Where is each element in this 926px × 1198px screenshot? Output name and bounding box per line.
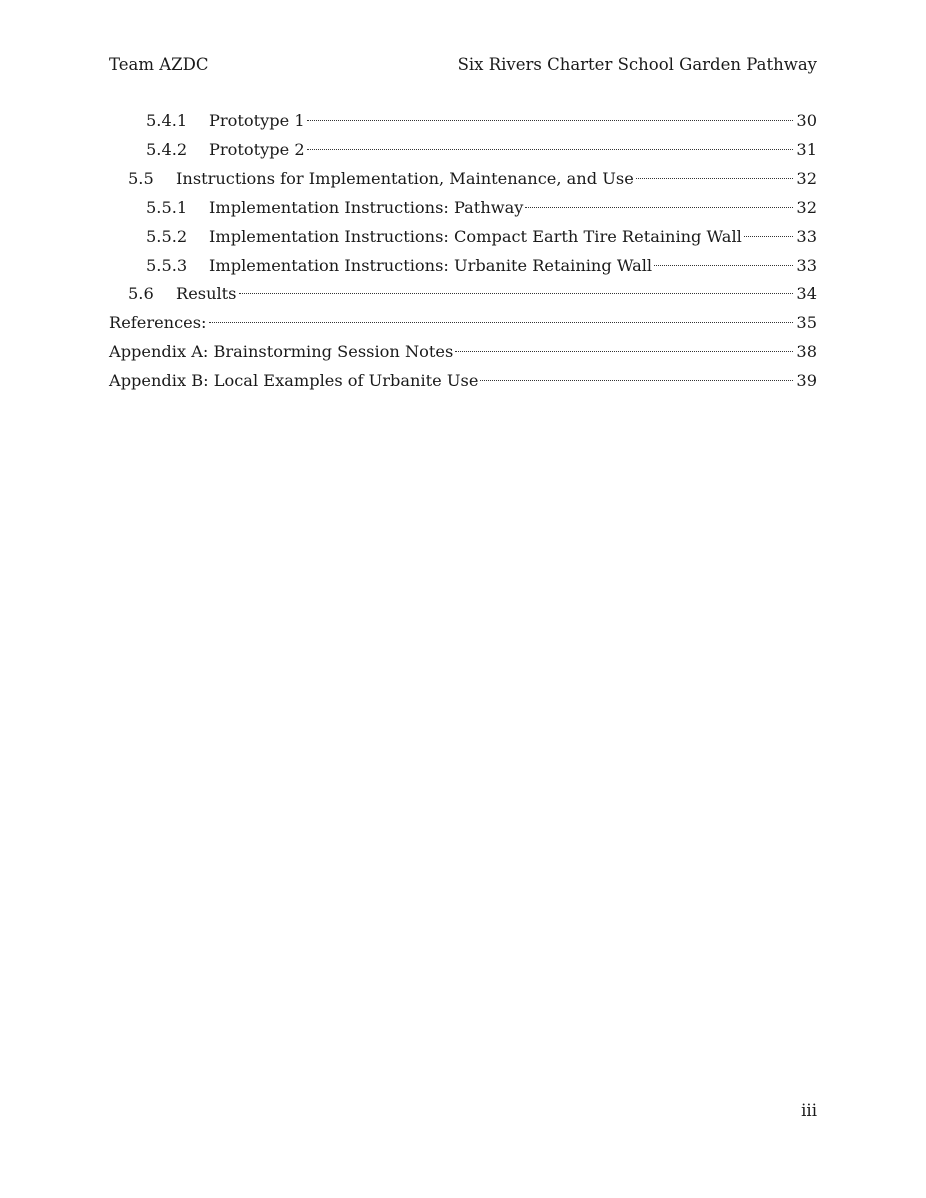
toc-entry-title: Prototype 1 (209, 111, 305, 130)
toc-entry-page: 32 (796, 169, 817, 188)
toc-entry-title: Implementation Instructions: Urbanite Retaining Wall (209, 256, 653, 275)
toc-entry-number: 5.4.1 (146, 111, 188, 130)
toc-dot-leader (525, 207, 793, 208)
header-document-title: Six Rivers Charter School Garden Pathway (457, 55, 817, 74)
toc-entry-number: 5.5.2 (146, 227, 188, 246)
toc-entry-5-5-1[interactable] (146, 194, 817, 222)
toc-entry-number: 5.6 (128, 284, 154, 303)
toc-dot-leader (455, 351, 793, 352)
toc-entry-title: Implementation Instructions: Compact Earth Tire Retaining Wall (209, 227, 742, 246)
toc-entry-appendix-b[interactable] (109, 367, 817, 395)
toc-entry-title: Results (176, 284, 237, 303)
page-header (109, 55, 817, 79)
toc-entry-number: 5.5.3 (146, 256, 188, 275)
toc-entry-page: 38 (796, 342, 817, 361)
toc-entry-page: 33 (796, 256, 817, 275)
toc-entry-references[interactable] (109, 309, 817, 337)
toc-entry-5-5-2[interactable] (146, 223, 817, 251)
toc-entry-5-6[interactable] (128, 280, 817, 308)
toc-entry-title: References: (109, 313, 207, 332)
header-team-name: Team AZDC (109, 55, 209, 74)
toc-entry-5-5-3[interactable] (146, 252, 817, 280)
toc-dot-leader (307, 120, 794, 121)
toc-entry-page: 39 (796, 371, 817, 390)
toc-entry-5-5[interactable] (128, 165, 817, 193)
toc-entry-title: Appendix A: Brainstorming Session Notes (109, 342, 454, 361)
toc-entry-number: 5.4.2 (146, 140, 188, 159)
page-number: iii (801, 1101, 817, 1120)
toc-dot-leader (744, 236, 794, 237)
toc-entry-number: 5.5 (128, 169, 154, 188)
toc-entry-page: 30 (796, 111, 817, 130)
toc-entry-page: 35 (796, 313, 817, 332)
toc-dot-leader (636, 178, 794, 179)
toc-entry-page: 34 (796, 284, 817, 303)
toc-dot-leader (307, 149, 794, 150)
toc-entry-page: 32 (796, 198, 817, 217)
toc-dot-leader (480, 380, 793, 381)
toc-entry-appendix-a[interactable] (109, 338, 817, 366)
toc-entry-5-4-2[interactable] (146, 136, 817, 164)
toc-entry-title: Instructions for Implementation, Maintenance, and Use (176, 169, 634, 188)
toc-entry-title: Appendix B: Local Examples of Urbanite Use (109, 371, 479, 390)
toc-dot-leader (209, 322, 794, 323)
toc-entry-title: Implementation Instructions: Pathway (209, 198, 524, 217)
toc-entry-page: 31 (796, 140, 817, 159)
toc-entry-5-4-1[interactable] (146, 107, 817, 135)
toc-entry-page: 33 (796, 227, 817, 246)
toc-dot-leader (239, 293, 794, 294)
toc-entry-number: 5.5.1 (146, 198, 188, 217)
toc-dot-leader (654, 265, 793, 266)
toc-entry-title: Prototype 2 (209, 140, 305, 159)
